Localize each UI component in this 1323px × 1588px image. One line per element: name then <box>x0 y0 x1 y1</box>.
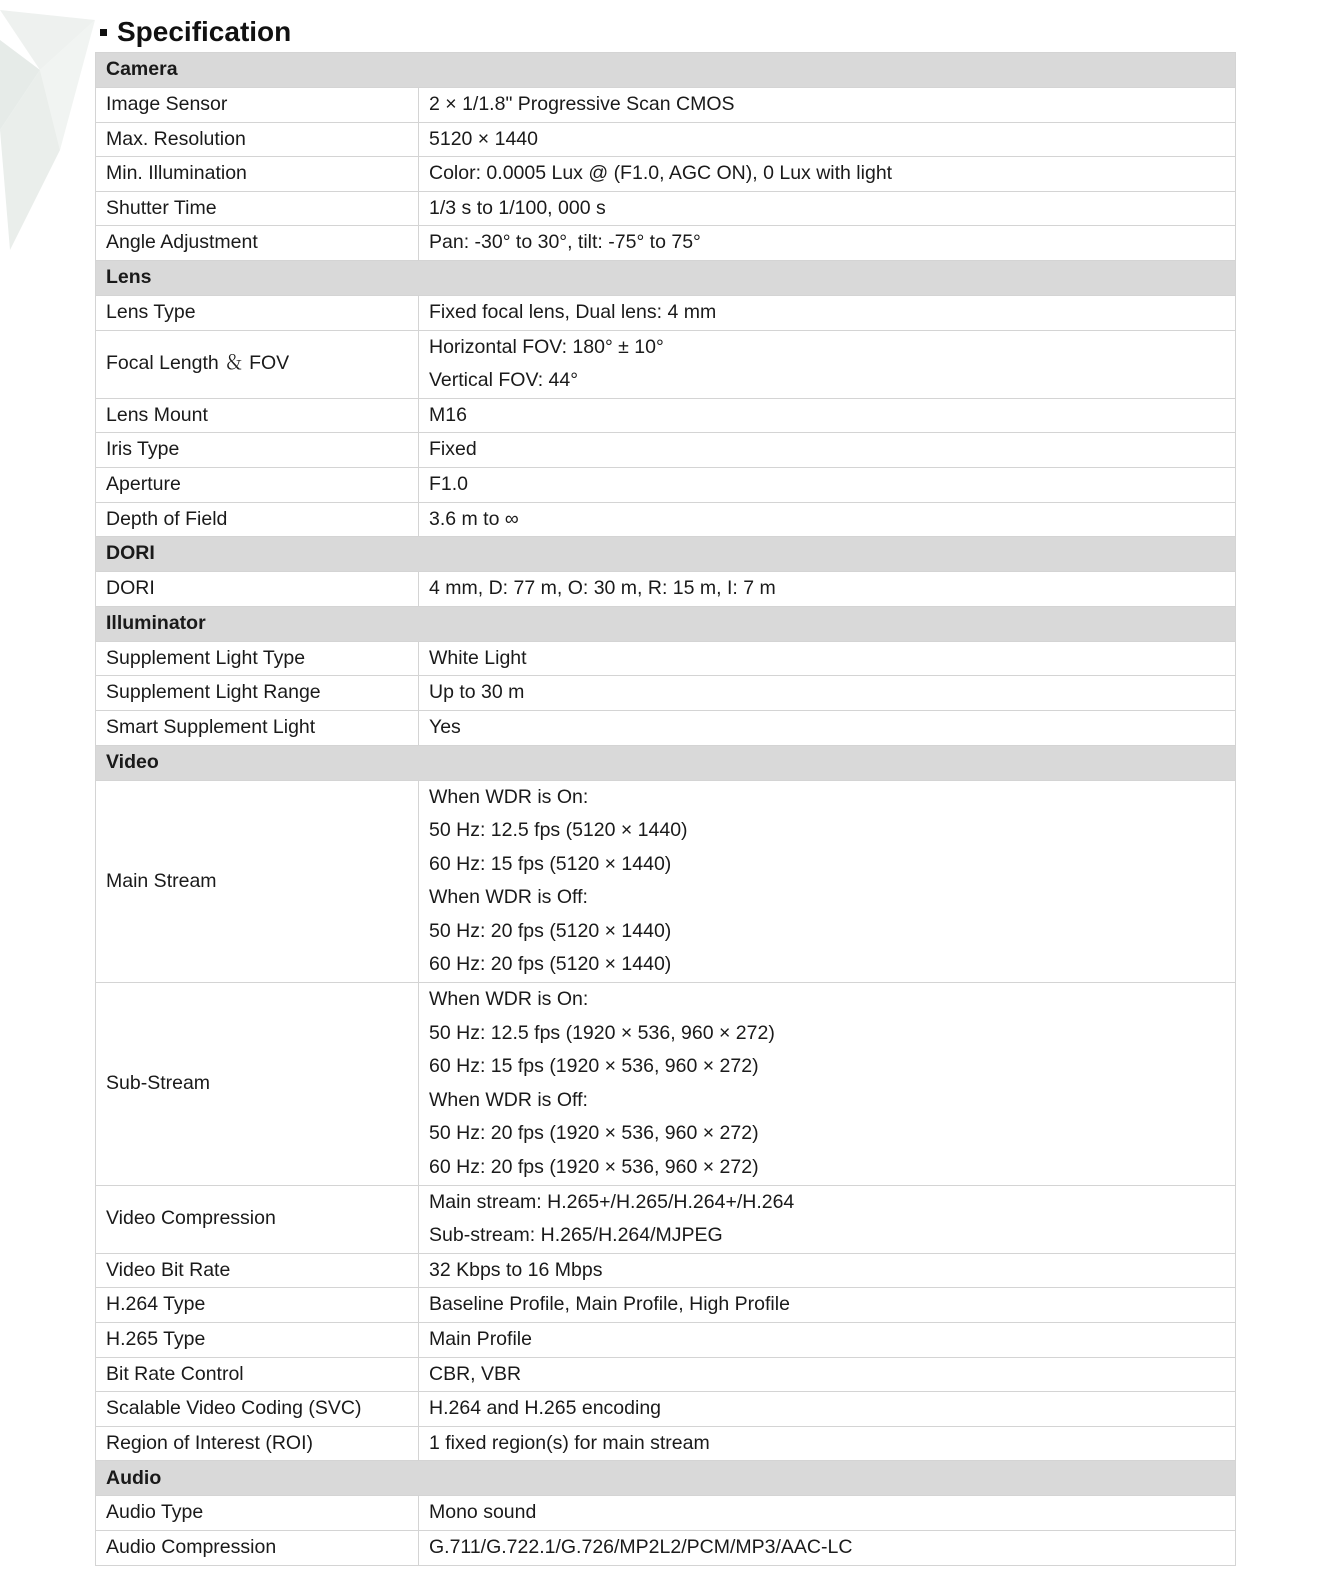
spec-value-line: Yes <box>429 715 461 738</box>
section-title: Lens <box>96 260 1236 295</box>
section-header <box>96 606 1236 641</box>
spec-value <box>419 1357 1236 1392</box>
spec-row <box>96 983 1236 1186</box>
spec-row <box>96 467 1236 502</box>
spec-value-line: 32 Kbps to 16 Mbps <box>429 1258 603 1281</box>
section-title: Camera <box>96 53 1236 88</box>
section-title: DORI <box>96 537 1236 572</box>
spec-label: Angle Adjustment <box>96 226 419 261</box>
spec-row <box>96 191 1236 226</box>
spec-value-line: Pan: -30° to 30°, tilt: -75° to 75° <box>429 231 701 254</box>
spec-row <box>96 1392 1236 1427</box>
spec-value <box>419 1392 1236 1427</box>
spec-value-line: F1.0 <box>429 472 469 495</box>
spec-label: Shutter Time <box>96 191 419 226</box>
spec-value-line: Baseline Profile, Main Profile, High Profile <box>429 1293 790 1316</box>
spec-label: Sub-Stream <box>96 983 419 1186</box>
spec-value-line: Color: 0.0005 Lux @ (F1.0, AGC ON), 0 Lux with light <box>429 162 893 185</box>
spec-label: H.265 Type <box>96 1323 419 1358</box>
spec-row <box>96 88 1236 123</box>
spec-value <box>419 1185 1236 1253</box>
spec-value-line: Horizontal FOV: 180° ± 10° <box>429 335 664 358</box>
spec-value-line: Fixed focal lens, Dual lens: 4 mm <box>429 300 717 323</box>
spec-label: Video Bit Rate <box>96 1253 419 1288</box>
spec-label: Aperture <box>96 467 419 502</box>
page-title <box>100 14 291 50</box>
spec-value <box>419 710 1236 745</box>
spec-value-line: When WDR is On: <box>429 988 589 1011</box>
spec-label: Main Stream <box>96 780 419 983</box>
spec-row <box>96 780 1236 983</box>
spec-value <box>419 502 1236 537</box>
spec-label: Audio Type <box>96 1496 419 1531</box>
spec-row <box>96 502 1236 537</box>
section-header <box>96 53 1236 88</box>
spec-row <box>96 330 1236 398</box>
spec-label: Lens Mount <box>96 398 419 433</box>
spec-value-line: Mono sound <box>429 1501 537 1524</box>
spec-value-line: 60 Hz: 15 fps (5120 × 1440) <box>429 852 672 875</box>
spec-value-line: 50 Hz: 20 fps (1920 × 536, 960 × 272) <box>429 1122 759 1145</box>
spec-value-line: 50 Hz: 20 fps (5120 × 1440) <box>429 919 672 942</box>
spec-value <box>419 295 1236 330</box>
section-header <box>96 260 1236 295</box>
spec-row <box>96 676 1236 711</box>
spec-value <box>419 398 1236 433</box>
spec-value-line: White Light <box>429 646 527 669</box>
spec-label: Min. Illumination <box>96 157 419 192</box>
spec-value-line: When WDR is Off: <box>429 886 588 909</box>
spec-value <box>419 433 1236 468</box>
spec-row <box>96 295 1236 330</box>
section-title: Audio <box>96 1461 1236 1496</box>
spec-value-line: Main stream: H.265+/H.265/H.264+/H.264 <box>429 1190 795 1213</box>
spec-value-line: 60 Hz: 20 fps (5120 × 1440) <box>429 953 672 976</box>
spec-value-line: Up to 30 m <box>429 681 525 704</box>
spec-row <box>96 1530 1236 1565</box>
spec-row <box>96 710 1236 745</box>
spec-value <box>419 641 1236 676</box>
spec-row <box>96 1426 1236 1461</box>
spec-value-line: Main Profile <box>429 1328 532 1350</box>
spec-table <box>95 52 1236 1566</box>
spec-value-line: 2 × 1/1.8" Progressive Scan CMOS <box>429 93 735 115</box>
spec-value-line: 50 Hz: 12.5 fps (1920 × 536, 960 × 272) <box>429 1021 775 1044</box>
spec-value-line: When WDR is On: <box>429 785 589 808</box>
section-header <box>96 745 1236 780</box>
spec-label: Scalable Video Coding (SVC) <box>96 1392 419 1427</box>
spec-value <box>419 191 1236 226</box>
spec-label: Bit Rate Control <box>96 1357 419 1392</box>
spec-row <box>96 122 1236 157</box>
spec-label: Depth of Field <box>96 502 419 537</box>
spec-label: H.264 Type <box>96 1288 419 1323</box>
spec-value-line: G.711/G.722.1/G.726/MP2L2/PCM/MP3/AAC-LC <box>429 1535 853 1558</box>
spec-value <box>419 226 1236 261</box>
watermark-logo <box>0 0 110 260</box>
spec-value-line: Sub-stream: H.265/H.264/MJPEG <box>429 1224 723 1247</box>
spec-value <box>419 1496 1236 1531</box>
spec-value <box>419 676 1236 711</box>
spec-label: Region of Interest (ROI) <box>96 1426 419 1461</box>
spec-label: Image Sensor <box>96 88 419 123</box>
spec-label: Supplement Light Type <box>96 641 419 676</box>
spec-label: Focal Length ＆ FOV <box>96 330 419 398</box>
spec-label: Max. Resolution <box>96 122 419 157</box>
spec-row <box>96 398 1236 433</box>
spec-value <box>419 983 1236 1186</box>
section-title: Illuminator <box>96 606 1236 641</box>
spec-value <box>419 122 1236 157</box>
spec-label: DORI <box>96 572 419 607</box>
spec-row <box>96 1357 1236 1392</box>
section-title: Video <box>96 745 1236 780</box>
spec-row <box>96 641 1236 676</box>
spec-value <box>419 572 1236 607</box>
bullet-icon <box>100 29 107 36</box>
spec-value-line: 1 fixed region(s) for main stream <box>429 1431 710 1454</box>
spec-value <box>419 780 1236 983</box>
spec-row <box>96 1323 1236 1358</box>
spec-label: Video Compression <box>96 1185 419 1253</box>
spec-value <box>419 1253 1236 1288</box>
spec-row <box>96 157 1236 192</box>
spec-value-line: H.264 and H.265 encoding <box>429 1397 662 1420</box>
spec-value-line: CBR, VBR <box>429 1362 522 1385</box>
spec-value-line: When WDR is Off: <box>429 1088 588 1111</box>
spec-value-line: M16 <box>429 403 467 426</box>
spec-table-body <box>96 53 1236 1566</box>
spec-value <box>419 1288 1236 1323</box>
spec-value-line: 60 Hz: 20 fps (1920 × 536, 960 × 272) <box>429 1156 759 1179</box>
spec-value <box>419 88 1236 123</box>
spec-label: Audio Compression <box>96 1530 419 1565</box>
spec-value <box>419 1530 1236 1565</box>
spec-value-line: 3.6 m to ∞ <box>429 507 519 530</box>
spec-row <box>96 1253 1236 1288</box>
spec-value-line: 50 Hz: 12.5 fps (5120 × 1440) <box>429 819 688 842</box>
spec-row <box>96 1185 1236 1253</box>
spec-value <box>419 330 1236 398</box>
page-title-text: Specification <box>117 16 292 47</box>
spec-row <box>96 433 1236 468</box>
spec-value-line: Vertical FOV: 44° <box>429 369 579 392</box>
spec-value-line: 4 mm, D: 77 m, O: 30 m, R: 15 m, I: 7 m <box>429 577 776 600</box>
spec-value <box>419 1323 1236 1358</box>
spec-value <box>419 157 1236 192</box>
spec-row <box>96 1288 1236 1323</box>
spec-label: Iris Type <box>96 433 419 468</box>
spec-row <box>96 226 1236 261</box>
spec-value <box>419 1426 1236 1461</box>
spec-row <box>96 1496 1236 1531</box>
spec-label: Lens Type <box>96 295 419 330</box>
spec-value <box>419 467 1236 502</box>
spec-value-line: Fixed <box>429 438 477 461</box>
spec-value-line: 5120 × 1440 <box>429 127 538 150</box>
spec-label: Supplement Light Range <box>96 676 419 711</box>
spec-label: Smart Supplement Light <box>96 710 419 745</box>
section-header <box>96 1461 1236 1496</box>
section-header <box>96 537 1236 572</box>
spec-row <box>96 572 1236 607</box>
spec-value-line: 1/3 s to 1/100, 000 s <box>429 196 606 219</box>
spec-value-line: 60 Hz: 15 fps (1920 × 536, 960 × 272) <box>429 1055 759 1078</box>
